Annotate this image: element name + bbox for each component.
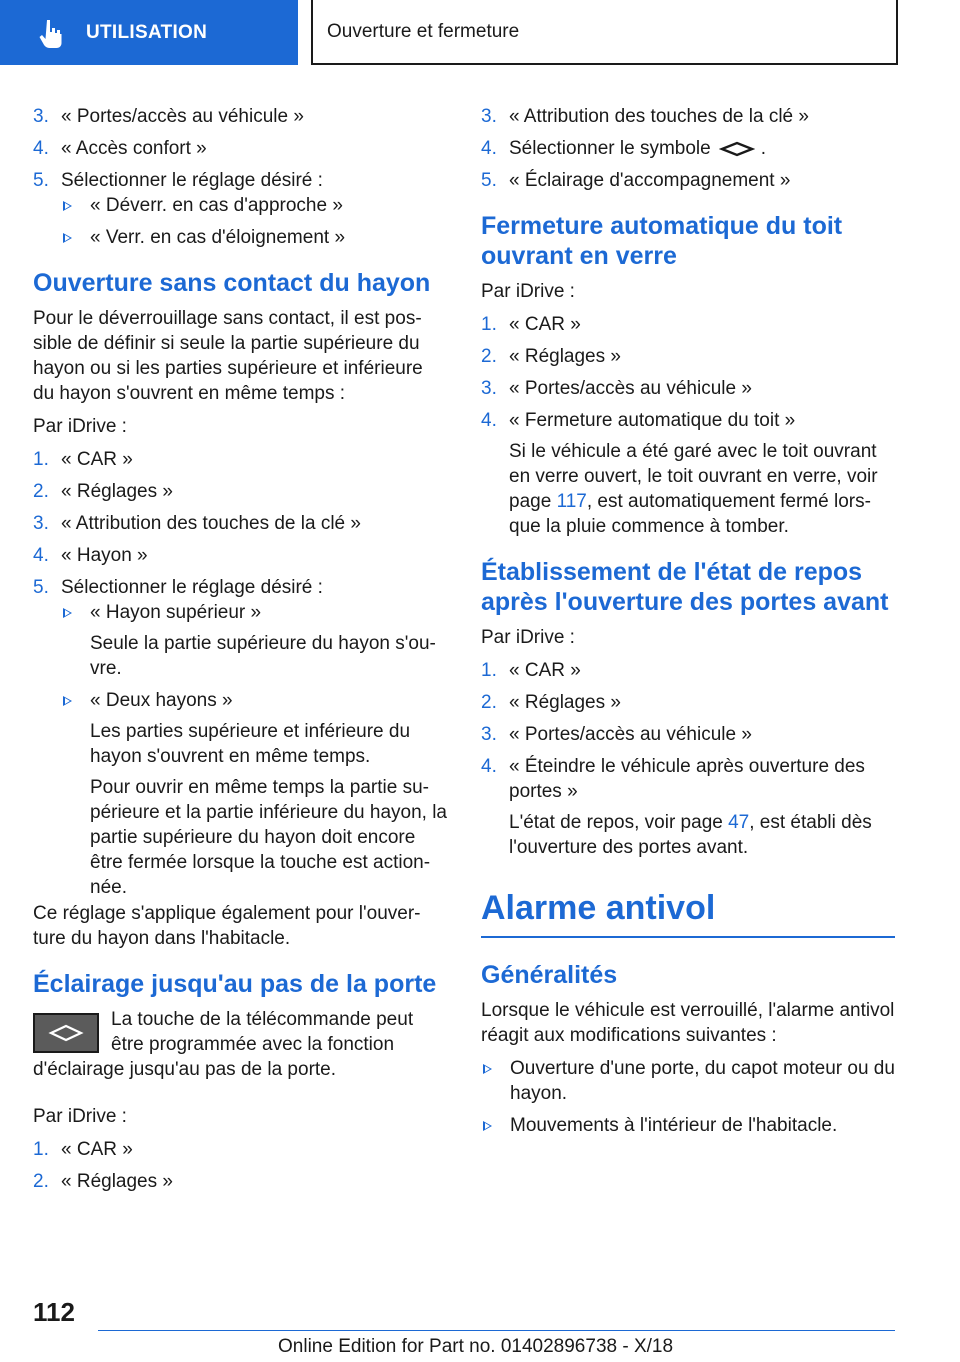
- paragraph: Lorsque le véhicule est verrouillé, l'alarme antivol réagit aux modifications suivantes :: [481, 1000, 895, 1046]
- remote-key-symbol: [33, 1013, 99, 1053]
- step-number: 1.: [481, 314, 497, 335]
- step-number: 4.: [33, 545, 49, 566]
- list-item: [33, 447, 448, 472]
- step-text: « Attribution des touches de la clé »: [509, 106, 809, 127]
- list-item: [61, 225, 448, 250]
- description-text: , est automatiquement fermé lors-que la pluie commence à tomber.: [509, 491, 871, 537]
- step-number: 3.: [33, 106, 49, 127]
- description-text: , est établi dès l'ouverture des portes avant.: [509, 812, 872, 858]
- list-item: [481, 1113, 895, 1138]
- steps-list: [33, 1137, 448, 1194]
- step-text: « Fermeture automatique du toit »: [509, 410, 796, 431]
- breadcrumb: [311, 0, 898, 65]
- bullet-description: Les parties supérieure et inférieure du hayon s'ouvrent en même temps.: [90, 721, 411, 767]
- step-text: « Réglages »: [509, 346, 621, 367]
- step-text: Sélectionner le réglage désiré :: [61, 577, 323, 598]
- step-text: « Réglages »: [61, 481, 173, 502]
- footer-divider: [98, 1330, 895, 1331]
- section-heading: Éclairage jusqu'au pas de la porte: [33, 970, 437, 998]
- step-number: 3.: [481, 106, 497, 127]
- bullet-list: [61, 193, 448, 250]
- paragraph: Par iDrive :: [481, 627, 575, 648]
- step-number: 3.: [33, 513, 49, 534]
- bullet-description: Pour ouvrir en même temps la partie su-périeure et la partie inférieure du hayon, la partie supérieure du hayon doit encore être fermée lorsque la touche est action-née.: [90, 777, 448, 898]
- step-text: « Éteindre le véhicule après ouverture des portes »: [509, 756, 865, 802]
- triangle-bullet-icon: [63, 608, 72, 618]
- bullet-text: « Déverr. en cas d'approche »: [90, 195, 343, 216]
- list-item: [481, 168, 895, 193]
- step-text: « CAR »: [61, 1139, 133, 1160]
- list-item: [61, 688, 448, 900]
- step-number: 5.: [33, 170, 49, 191]
- list-item: [481, 408, 895, 539]
- steps-list: [33, 104, 448, 250]
- bullet-text: « Verr. en cas d'éloignement »: [90, 227, 346, 248]
- steps-list: [481, 658, 895, 860]
- step-number: 2.: [33, 481, 49, 502]
- step-number: 4.: [481, 138, 497, 159]
- steps-list: [481, 104, 895, 193]
- step-number: 1.: [33, 1139, 49, 1160]
- list-item: [61, 193, 448, 218]
- hand-pointer-icon: [38, 18, 64, 48]
- step-number: 2.: [33, 1171, 49, 1192]
- step-text: « CAR »: [61, 449, 133, 470]
- step-number: 3.: [481, 378, 497, 399]
- steps-list: [481, 312, 895, 539]
- chapter-heading: Alarme antivol: [481, 888, 895, 938]
- step-number: 4.: [481, 410, 497, 431]
- bullet-list: [61, 600, 448, 900]
- bullet-description: Seule la partie supérieure du hayon s'ou-vre.: [90, 633, 436, 679]
- list-item: [481, 722, 895, 747]
- step-number: 5.: [33, 577, 49, 598]
- list-item: [33, 1169, 448, 1194]
- list-item: [481, 1056, 895, 1106]
- paragraph: Pour le déverrouillage sans contact, il est pos-sible de définir si seule la partie supérieure du hayon ou si les parties supérieure et inférieure du hayon s'ouvrent en même temps :: [33, 308, 423, 404]
- section-heading: Ouverture sans contact du hayon: [33, 269, 431, 297]
- list-item: [481, 104, 895, 129]
- bullet-text: « Deux hayons »: [90, 690, 233, 711]
- step-text: « Éclairage d'accompagnement »: [509, 170, 791, 191]
- list-item: [481, 690, 895, 715]
- diamond-light-icon: [719, 141, 755, 157]
- list-item: [33, 168, 448, 250]
- step-text: Sélectionner le symbole: [509, 138, 711, 159]
- paragraph: Ce réglage s'applique également pour l'ouver-ture du hayon dans l'habitacle.: [33, 903, 421, 949]
- triangle-bullet-icon: [483, 1121, 492, 1131]
- right-column: [481, 104, 895, 1145]
- list-item: [481, 754, 895, 860]
- list-item: [481, 376, 895, 401]
- bullet-text: « Hayon supérieur »: [90, 602, 262, 623]
- paragraph: Par iDrive :: [481, 281, 575, 302]
- triangle-bullet-icon: [483, 1064, 492, 1074]
- step-number: 3.: [481, 724, 497, 745]
- step-text: « Portes/accès au véhicule »: [61, 106, 304, 127]
- bullet-text: Mouvements à l'intérieur de l'habitacle.: [510, 1115, 838, 1136]
- step-number: 4.: [481, 756, 497, 777]
- step-number: 1.: [481, 660, 497, 681]
- paragraph: Par iDrive :: [33, 1106, 127, 1127]
- page-number: 112: [33, 1297, 75, 1327]
- step-text: « Hayon »: [61, 545, 148, 566]
- description-text: L'état de repos, voir page: [509, 812, 723, 833]
- step-text: Sélectionner le réglage désiré :: [61, 170, 323, 191]
- list-item: [61, 600, 448, 681]
- step-number: 2.: [481, 346, 497, 367]
- list-item: [33, 479, 448, 504]
- section-heading: Établissement de l'état de repos après l'ouverture des portes avant: [481, 558, 889, 616]
- breadcrumb-label: Ouverture et fermeture: [327, 21, 520, 42]
- triangle-bullet-icon: [63, 233, 72, 243]
- page-header: [0, 0, 960, 66]
- step-suffix: .: [760, 138, 766, 159]
- step-description: [509, 439, 895, 539]
- list-item: [481, 136, 895, 161]
- step-number: 5.: [481, 170, 497, 191]
- list-item: [481, 312, 895, 337]
- step-text: « Portes/accès au véhicule »: [509, 378, 752, 399]
- paragraph: Par iDrive :: [33, 416, 127, 437]
- step-description: [509, 810, 895, 860]
- step-number: 2.: [481, 692, 497, 713]
- section-label: UTILISATION: [86, 22, 208, 43]
- step-number: 1.: [33, 449, 49, 470]
- list-item: [33, 104, 448, 129]
- page-reference-link[interactable]: 47: [728, 812, 750, 833]
- step-text: « Réglages »: [509, 692, 621, 713]
- triangle-bullet-icon: [63, 696, 72, 706]
- list-item: [33, 136, 448, 161]
- step-text: « CAR »: [509, 314, 581, 335]
- list-item: [33, 543, 448, 568]
- bullet-list: [481, 1056, 895, 1138]
- description-text: Si le véhicule a été garé avec le toit ouvrant en verre ouvert, le toit ouvrant en verre, voir page: [509, 441, 878, 512]
- step-text: « CAR »: [509, 660, 581, 681]
- step-number: 4.: [33, 138, 49, 159]
- paragraph: La touche de la télécommande peut être programmée avec la fonction d'éclairage jusqu'au pas de la porte.: [33, 1009, 414, 1080]
- section-heading: Fermeture automatique du toit ouvrant en verre: [481, 212, 843, 270]
- step-text: « Réglages »: [61, 1171, 173, 1192]
- list-item: [33, 575, 448, 900]
- list-item: [481, 658, 895, 683]
- steps-list: [33, 447, 448, 900]
- page-reference-link[interactable]: 117: [556, 491, 587, 512]
- edition-note: Online Edition for Part no. 01402896738 - X/18: [278, 1336, 674, 1357]
- section-tab: [0, 0, 298, 65]
- step-text: « Accès confort »: [61, 138, 207, 159]
- diamond-light-icon: [47, 1024, 85, 1042]
- list-item: [33, 1137, 448, 1162]
- list-item: [33, 511, 448, 536]
- bullet-text: Ouverture d'une porte, du capot moteur ou du hayon.: [510, 1058, 895, 1104]
- left-column: [33, 104, 448, 1201]
- triangle-bullet-icon: [63, 201, 72, 211]
- step-text: « Attribution des touches de la clé »: [61, 513, 361, 534]
- list-item: [481, 344, 895, 369]
- section-heading: Généralités: [481, 961, 618, 989]
- step-text: « Portes/accès au véhicule »: [509, 724, 752, 745]
